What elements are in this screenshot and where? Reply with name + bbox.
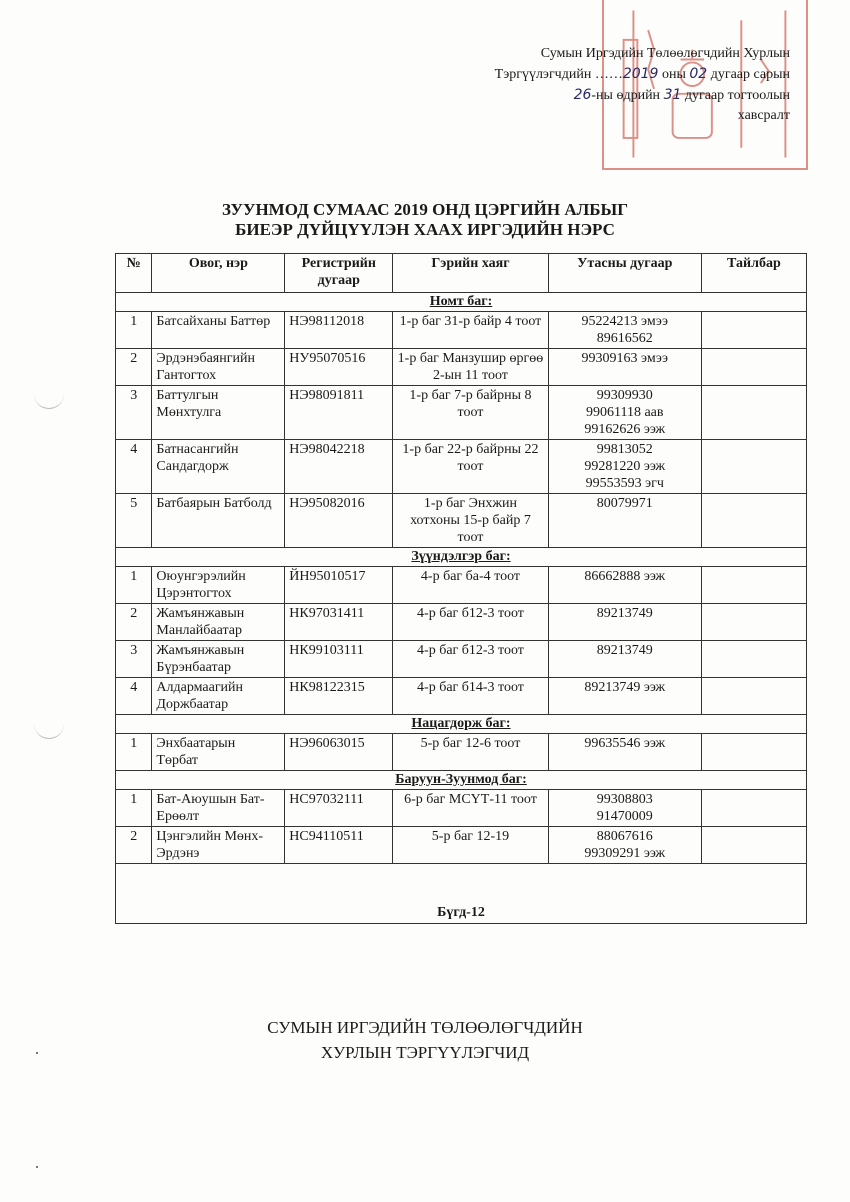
group-name: Баруун-Зуунмод баг: [116, 771, 807, 790]
cell-register: НЭ98042218 [285, 440, 393, 494]
phone-number: 99309930 [596, 388, 653, 403]
col-header-phone: Утасны дугаар [548, 254, 701, 293]
col-header-name: Овог, нэр [152, 254, 285, 293]
cell-phone [548, 678, 701, 715]
scan-speck [36, 1166, 38, 1168]
handwritten-day: 26 [573, 87, 592, 103]
appendix-note [490, 44, 790, 126]
cell-phone [548, 494, 701, 548]
phone-number: 99813052 [596, 442, 653, 457]
cell-address: 1-р баг Энхжин хотхоны 15-р байр 7 тоот [393, 494, 548, 548]
cell-number: 1 [116, 312, 152, 349]
cell-name: Энхбаатарын Төрбат [152, 734, 285, 771]
cell-address: 6-р баг МСҮТ-11 тоот [393, 790, 548, 827]
cell-number: 1 [116, 790, 152, 827]
punch-hole-mark [34, 394, 64, 409]
phone-number: 95224213 эмээ [581, 314, 668, 329]
cell-number: 1 [116, 567, 152, 604]
cell-note [701, 790, 806, 827]
phone-number: 91470009 [596, 809, 653, 824]
cell-note [701, 604, 806, 641]
phone-number: 99635546 ээж [584, 736, 666, 751]
cell-number: 2 [116, 827, 152, 864]
appendix-line-3: 26-ны өдрийн 31 дугаар тогтоолын [573, 87, 790, 103]
cell-address: 4-р баг б12-3 тоот [393, 641, 548, 678]
table-row [116, 440, 807, 494]
phone-number: 99309163 эмээ [581, 351, 668, 366]
cell-note [701, 827, 806, 864]
cell-address: 5-р баг 12-6 тоот [393, 734, 548, 771]
handwritten-month: 02 [689, 66, 708, 82]
phone-number: 99553593 эгч [585, 476, 664, 491]
signature-line-2: ХУРЛЫН ТЭРГҮҮЛЭГЧИД [320, 1043, 530, 1062]
cell-phone [548, 641, 701, 678]
phone-number: 80079971 [596, 496, 653, 511]
cell-note [701, 734, 806, 771]
group-name: Зүүндэлгэр баг: [116, 548, 807, 567]
document-title [0, 200, 850, 240]
cell-number: 3 [116, 386, 152, 440]
cell-name: Бат-Аюушын Бат-Ерөөлт [152, 790, 285, 827]
cell-address: 1-р баг 31-р байр 4 тоот [393, 312, 548, 349]
cell-note [701, 567, 806, 604]
cell-number: 4 [116, 678, 152, 715]
cell-address: 5-р баг 12-19 [393, 827, 548, 864]
cell-number: 3 [116, 641, 152, 678]
table-row [116, 312, 807, 349]
cell-name: Алдармаагийн Доржбаатар [152, 678, 285, 715]
cell-phone [548, 349, 701, 386]
handwritten-year: 2019 [622, 66, 659, 82]
cell-number: 4 [116, 440, 152, 494]
table-row [116, 641, 807, 678]
phone-number: 88067616 [596, 829, 653, 844]
cell-name: Батнасангийн Сандагдорж [152, 440, 285, 494]
phone-number: 99309291 ээж [584, 846, 666, 861]
table-row [116, 734, 807, 771]
col-header-address: Гэрийн хаяг [393, 254, 548, 293]
cell-phone [548, 312, 701, 349]
cell-phone [548, 734, 701, 771]
cell-number: 2 [116, 349, 152, 386]
phone-number: 86662888 ээж [584, 569, 666, 584]
signature-block [0, 1015, 850, 1065]
group-header-row [116, 293, 807, 312]
phone-number: 99061118 аав [585, 405, 664, 420]
appendix-line-4: хавсралт [737, 108, 790, 123]
phone-number: 89213749 [596, 606, 653, 621]
cell-name: Эрдэнэбаянгийн Гантогтох [152, 349, 285, 386]
table-row [116, 604, 807, 641]
col-header-note: Тайлбар [701, 254, 806, 293]
group-header-row [116, 771, 807, 790]
cell-name: Батбаярын Батболд [152, 494, 285, 548]
table-row [116, 386, 807, 440]
table-header-row [116, 254, 807, 293]
handwritten-number: 31 [663, 87, 682, 103]
punch-hole-mark [34, 724, 64, 739]
cell-name: Жамъянжавын Манлайбаатар [152, 604, 285, 641]
title-line-2: БИЕЭР ДҮЙЦҮҮЛЭН ХААХ ИРГЭДИЙН НЭРС [235, 220, 615, 239]
cell-phone [548, 790, 701, 827]
cell-name: Батсайханы Баттөр [152, 312, 285, 349]
cell-note [701, 349, 806, 386]
cell-number: 2 [116, 604, 152, 641]
cell-register: ЙН95010517 [285, 567, 393, 604]
cell-address: 4-р баг б14-3 тоот [393, 678, 548, 715]
cell-register: НЭ95082016 [285, 494, 393, 548]
appendix-line-1: Сумын Иргэдийн Төлөөлөгчдийн Хурлын [540, 46, 790, 61]
cell-note [701, 494, 806, 548]
cell-address: 4-р баг б12-3 тоот [393, 604, 548, 641]
cell-note [701, 678, 806, 715]
group-header-row [116, 715, 807, 734]
cell-note [701, 386, 806, 440]
appendix-line-2: Тэргүүлэгчдийн ……2019 оны 02 дугаар сарын [494, 66, 790, 82]
group-name: Нацагдорж баг: [116, 715, 807, 734]
phone-number: 99162626 ээж [584, 422, 666, 437]
cell-phone [548, 440, 701, 494]
cell-address: 1-р баг 22-р байрны 22 тоот [393, 440, 548, 494]
cell-note [701, 312, 806, 349]
cell-name: Жамъянжавын Бүрэнбаатар [152, 641, 285, 678]
cell-address: 1-р баг Манзушир өргөө 2-ын 11 тоот [393, 349, 548, 386]
cell-name: Оюунгэрэлийн Цэрэнтогтох [152, 567, 285, 604]
cell-number: 5 [116, 494, 152, 548]
col-header-register: Регистрийн дугаар [285, 254, 393, 293]
phone-number: 89616562 [596, 331, 653, 346]
cell-register: НЭ98091811 [285, 386, 393, 440]
phone-number: 99308803 [596, 792, 653, 807]
group-header-row [116, 548, 807, 567]
table-body [116, 293, 807, 924]
cell-register: НЭ98112018 [285, 312, 393, 349]
cell-address: 4-р баг ба-4 тоот [393, 567, 548, 604]
cell-register: НС94110511 [285, 827, 393, 864]
cell-phone [548, 567, 701, 604]
cell-register: НК99103111 [285, 641, 393, 678]
scan-speck [36, 1052, 38, 1054]
cell-register: НК98122315 [285, 678, 393, 715]
table-row [116, 790, 807, 827]
citizens-table [115, 253, 807, 924]
title-line-1: ЗУУНМОД СУМААС 2019 ОНД ЦЭРГИЙН АЛБЫГ [221, 200, 629, 219]
table-row [116, 678, 807, 715]
total-row [116, 864, 807, 924]
cell-phone [548, 604, 701, 641]
cell-address: 1-р баг 7-р байрны 8 тоот [393, 386, 548, 440]
cell-register: НУ95070516 [285, 349, 393, 386]
cell-number: 1 [116, 734, 152, 771]
table-row [116, 349, 807, 386]
cell-register: НЭ96063015 [285, 734, 393, 771]
cell-phone [548, 827, 701, 864]
phone-number: 89213749 [596, 643, 653, 658]
total-count: Бүгд-12 [116, 864, 807, 924]
cell-phone [548, 386, 701, 440]
col-header-number: № [116, 254, 152, 293]
cell-register: НК97031411 [285, 604, 393, 641]
cell-note [701, 641, 806, 678]
group-name: Номт баг: [116, 293, 807, 312]
table-row [116, 827, 807, 864]
cell-register: НС97032111 [285, 790, 393, 827]
cell-name: Баттулгын Мөнхтулга [152, 386, 285, 440]
table-row [116, 494, 807, 548]
phone-number: 99281220 ээж [584, 459, 666, 474]
table-row [116, 567, 807, 604]
cell-name: Цэнгэлийн Мөнх-Эрдэнэ [152, 827, 285, 864]
phone-number: 89213749 ээж [584, 680, 666, 695]
cell-note [701, 440, 806, 494]
signature-line-1: СУМЫН ИРГЭДИЙН ТӨЛӨӨЛӨГЧДИЙН [267, 1018, 583, 1037]
